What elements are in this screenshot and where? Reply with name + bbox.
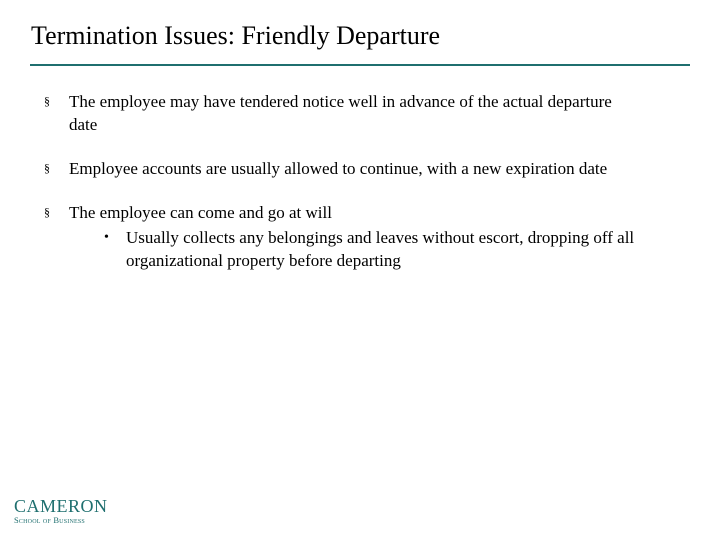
bullet-marker: § — [44, 205, 50, 219]
bullet-marker: § — [44, 161, 50, 175]
bullet-marker: § — [44, 94, 50, 108]
logo-wordmark: CAMERON — [14, 496, 108, 516]
sub-bullet-item — [94, 226, 644, 272]
slide-title: Termination Issues: Friendly Departure — [31, 21, 441, 50]
bullet-list — [44, 90, 644, 272]
logo-subtitle: School of Business — [14, 515, 85, 525]
bullet-item — [44, 201, 644, 272]
cameron-logo — [14, 496, 108, 529]
title-divider — [30, 64, 690, 66]
bullet-text: The employee may have tendered notice well in advance of the actual departure date — [69, 92, 612, 134]
bullet-text: Employee accounts are usually allowed to continue, with a new expiration date — [69, 159, 608, 178]
sub-bullet-marker: • — [104, 230, 109, 245]
bullet-item — [44, 157, 644, 180]
sub-bullet-text: Usually collects any belongings and leaves without escort, dropping off all organizational property before departing — [126, 228, 635, 270]
bullet-item — [44, 90, 644, 136]
bullet-text: The employee can come and go at will — [69, 203, 332, 222]
